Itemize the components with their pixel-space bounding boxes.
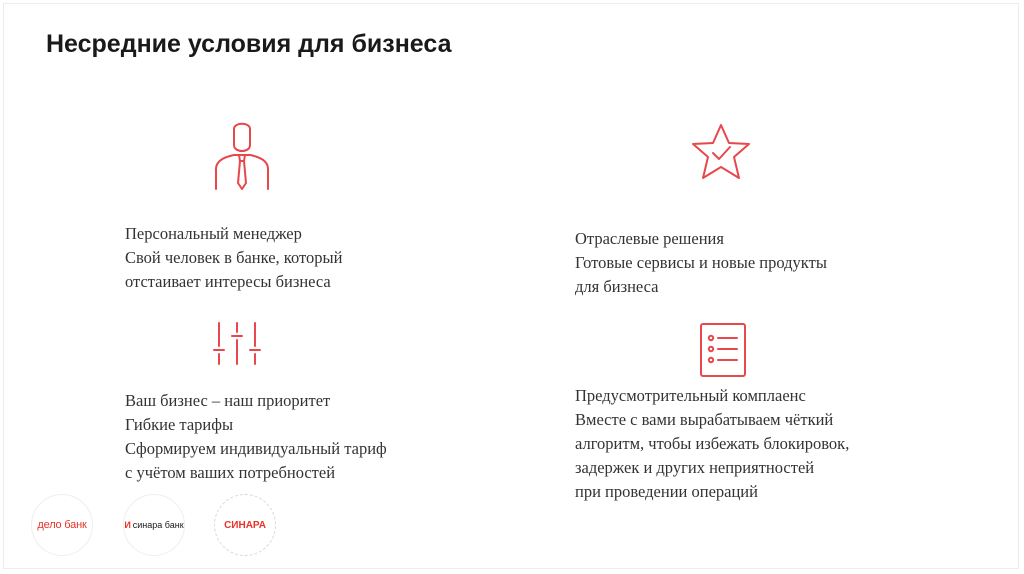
feature-personal-manager — [125, 222, 342, 294]
feature-heading: Ваш бизнес – наш приоритет — [125, 391, 331, 410]
feature-heading: Предусмотрительный комплаенс — [575, 386, 806, 405]
delo-bank-logo-text: дело банк — [37, 519, 87, 531]
sinara-logo-text: СИНАРА — [224, 519, 266, 531]
checklist-icon — [699, 322, 747, 378]
feature-line: Сформируем индивидуальный тариф — [125, 439, 387, 458]
feature-line: отстаивает интересы бизнеса — [125, 272, 331, 291]
feature-heading: Персональный менеджер — [125, 224, 302, 243]
sinara-bank-logo-text: синара банк — [132, 520, 184, 530]
sinara-logo — [214, 494, 276, 556]
sinara-bank-mark: И — [124, 520, 131, 530]
feature-line: Гибкие тарифы — [125, 415, 234, 434]
feature-line: задержек и других неприятностей — [575, 458, 815, 477]
sliders-icon — [211, 320, 263, 366]
feature-business-priority — [125, 389, 387, 485]
feature-line: для бизнеса — [575, 277, 659, 296]
feature-industry-solutions — [575, 227, 827, 299]
feature-heading: Отраслевые решения — [575, 229, 724, 248]
feature-line: с учётом ваших потребностей — [125, 463, 336, 482]
delo-bank-logo — [31, 494, 93, 556]
feature-line: Вместе с вами вырабатываем чёткий — [575, 410, 834, 429]
feature-line: Готовые сервисы и новые продукты — [575, 253, 827, 272]
star-check-icon — [688, 122, 754, 184]
page-title: Несредние условия для бизнеса — [46, 30, 452, 58]
feature-compliance — [575, 384, 849, 504]
person-tie-icon — [212, 117, 272, 191]
feature-line: при проведении операций — [575, 482, 758, 501]
feature-line: алгоритм, чтобы избежать блокировок, — [575, 434, 850, 453]
sinara-bank-logo — [123, 494, 185, 556]
feature-line: Свой человек в банке, который — [125, 248, 343, 267]
